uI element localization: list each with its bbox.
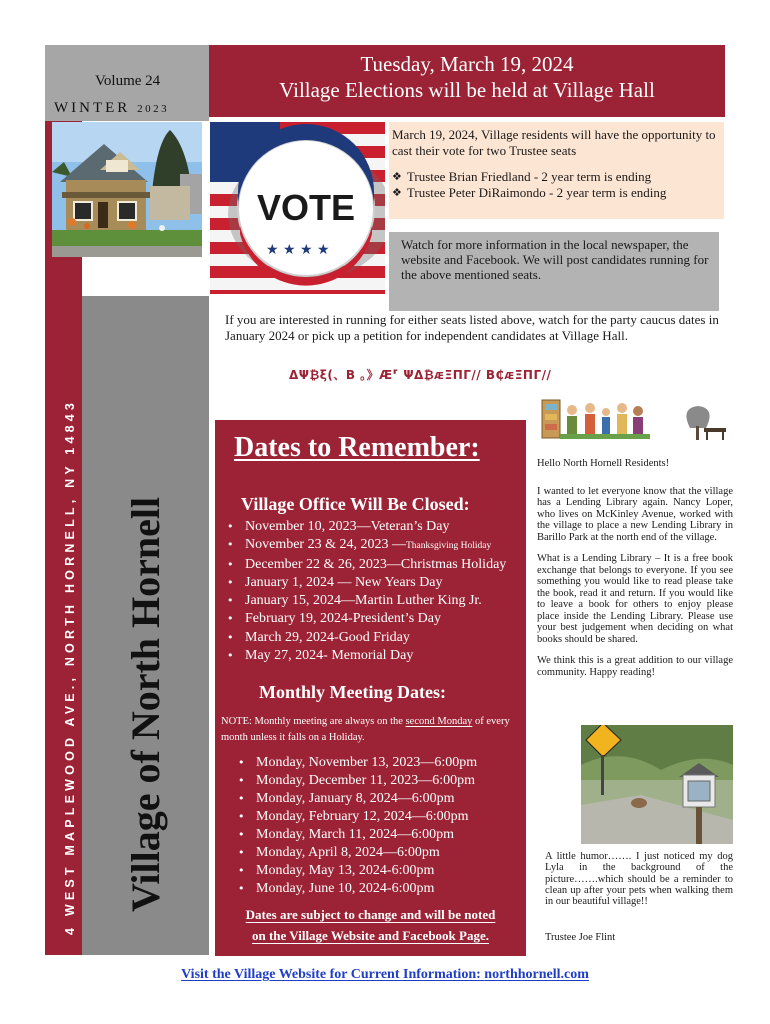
website-link[interactable]: Visit the Village Website for Current Information: northhornell.com (181, 967, 589, 982)
holiday-item: • January 1, 2024 — New Years Day (245, 574, 506, 592)
meeting-heading: Monthly Meeting Dates: (259, 682, 446, 702)
greeting: Hello North Hornell Residents! (537, 458, 670, 469)
holiday-item: • January 15, 2024—Martin Luther King Jr. (245, 592, 506, 610)
svg-text:★ ★ ★ ★: ★ ★ ★ ★ (266, 242, 330, 258)
year-text: 2023 (137, 103, 170, 115)
address-text: 4 WEST MAPLEWOOD AVE., NORTH HORNELL, NY 14843 (63, 398, 77, 935)
election-date: Tuesday, March 19, 2024 (360, 52, 574, 76)
candidate-list (392, 169, 720, 201)
season-text: WINTER (54, 100, 131, 116)
meeting-item: • Monday, April 8, 2024—6:00pm (256, 844, 477, 862)
meeting-item: • Monday, December 11, 2023—6:00pm (256, 772, 477, 790)
meeting-item: • Monday, February 12, 2024—6:00pm (256, 808, 477, 826)
election-header (209, 45, 725, 117)
library-illustration (540, 398, 730, 448)
people-reading-illustration (540, 398, 730, 448)
candidate-item (392, 169, 720, 185)
holiday-item: • March 29, 2024-Good Friday (245, 629, 506, 647)
season-label (54, 100, 169, 117)
holiday-item: • November 23 & 24, 2023 —Thanksgiving Holiday (245, 536, 506, 555)
subject-to-change-note: Dates are subject to change and will be noted on the Village Website and Facebook Page. (245, 907, 496, 943)
vote-badge-image (210, 122, 385, 294)
lending-library-box-illustration (581, 725, 733, 844)
meeting-item: • Monday, January 8, 2024—6:00pm (256, 790, 477, 808)
meeting-item: • Monday, June 10, 2024-6:00pm (256, 880, 477, 898)
holiday-item: • November 10, 2023—Veteran’s Day (245, 518, 506, 536)
svg-text:★ ★ ★ ★ ★: ★ ★ ★ ★ ★ (262, 152, 343, 168)
humor-note: A little humor……. I just noticed my dog Lyla in the background of the picture…….which should be a reminder to clean up after your pets when walking them in our beautiful village!! (545, 851, 733, 908)
lending-library-photo (581, 725, 733, 844)
watch-text: Watch for more information in the local newspaper, the website and Facebook. We will post candidates running for the above mentioned seats. (401, 237, 709, 282)
running-info: If you are interested in running for either seats listed above, watch for the party caucus dates in January 2024 or pick up a petition for independent candidates at Village Hall. (225, 312, 719, 343)
article-paragraph: We think this is a great addition to our village community. Happy reading! (537, 655, 733, 678)
candidate-text: Trustee Brian Friedland - 2 year term is ending (406, 169, 652, 184)
watch-info-box (389, 232, 719, 311)
dates-title: Dates to Remember: (234, 432, 480, 463)
dates-panel (215, 420, 526, 956)
house-photo (52, 122, 202, 257)
election-intro: March 19, 2024, Village residents will have the opportunity to cast their vote for two Trustee seats (392, 127, 716, 158)
newsletter-title: Village of North Hornell (123, 496, 168, 912)
holiday-item: • February 19, 2024-President’s Day (245, 610, 506, 628)
lending-library-article (537, 458, 733, 688)
candidate-item (392, 185, 720, 201)
meeting-list (256, 754, 477, 898)
meeting-item: • Monday, November 13, 2023—6:00pm (256, 754, 477, 772)
vote-badge-text: VOTE (256, 187, 356, 228)
holiday-item: • December 22 & 26, 2023—Christmas Holiday (245, 556, 506, 574)
diamond-bullet-icon: ❖ (392, 170, 402, 183)
garbled-text: ΔΨ₿ξ(、Β 。》Æ⸢ ΨΔ₿ᴁΞΠΓ// Β₵ᴁΞΠΓ// (289, 368, 552, 382)
diamond-bullet-icon: ❖ (392, 186, 402, 199)
candidate-text: Trustee Peter DiRaimondo - 2 year term is ending (406, 185, 667, 200)
election-info-box (389, 122, 724, 219)
meeting-item: • Monday, May 13, 2024-6:00pm (256, 862, 477, 880)
volume-label: Volume 24 (95, 73, 161, 89)
house-illustration (52, 122, 202, 257)
article-paragraph: What is a Lending Library – It is a free book exchange that belongs to everyone. If you see something you would like to read please take the book, read it and return. If you would like to leave a book for others to enjoy please place inside the Lending Library. Please use your best judgement when deciding on what books should be shared. (537, 553, 733, 645)
meeting-item: • Monday, March 11, 2024—6:00pm (256, 826, 477, 844)
article-signoff: Trustee Joe Flint (545, 932, 616, 943)
article-paragraph: I wanted to let everyone know that the village has a Lending Library again. Nancy Loper, who lives on McKinley Avenue, worked with the village to place a new Lending Library in Barillo Park at the north end of the village. (537, 485, 733, 543)
election-title: Village Elections will be held at Village Hall (279, 78, 655, 102)
office-closed-heading: Village Office Will Be Closed: (241, 494, 470, 514)
holiday-list (245, 518, 506, 665)
holiday-item: • May 27, 2024- Memorial Day (245, 647, 506, 665)
vote-badge-illustration (210, 122, 385, 294)
meeting-note: NOTE: Monthly meeting are always on the second Monday of every month unless it falls on a Holiday. (221, 716, 510, 743)
website-footer (0, 967, 770, 983)
